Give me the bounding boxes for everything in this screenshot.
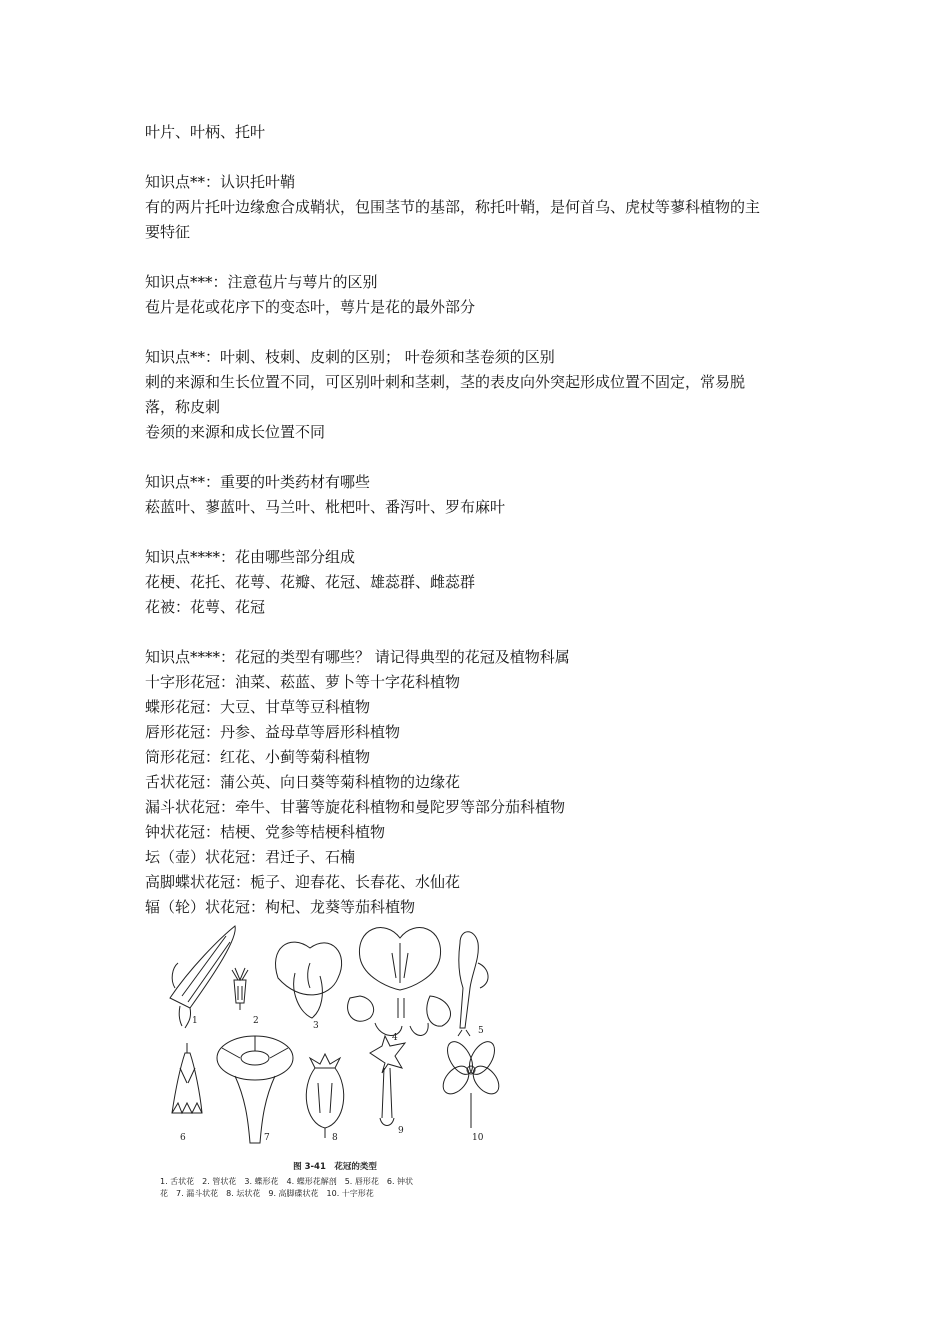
campanulate-flower-drawing xyxy=(172,1043,202,1113)
corolla-illustration xyxy=(160,918,510,1158)
text-line: 叶片、叶柄、托叶 xyxy=(145,123,266,141)
list-item: 漏斗状花冠：牵牛、甘薯等旋花科植物和曼陀罗等部分茄科植物 xyxy=(145,798,566,816)
text-line: 花梗、花托、花萼、花瓣、花冠、雄蕊群、雌蕊群 xyxy=(145,573,476,591)
document-body xyxy=(145,120,825,920)
list-item: 辐（轮）状花冠：枸杞、龙葵等茄科植物 xyxy=(145,898,416,916)
figure-number: 6 xyxy=(180,1133,186,1143)
figure-number: 8 xyxy=(332,1133,338,1143)
urceolate-flower-drawing xyxy=(306,1054,343,1138)
hypocrateriform-flower-drawing xyxy=(370,1036,405,1126)
caption-line: 花 7. 漏斗状花 8. 坛状花 9. 高脚碟状花 10. 十字形花 xyxy=(160,1189,374,1198)
caption-line: 1. 舌状花 2. 管状花 3. 蝶形花 4. 蝶形花解剖 5. 唇形花 6. 钟状 xyxy=(160,1177,414,1186)
section-title: 知识点***：注意苞片与萼片的区别 xyxy=(145,273,378,291)
text-line: 要特征 xyxy=(145,223,191,241)
list-item: 蝶形花冠：大豆、甘草等豆科植物 xyxy=(145,698,371,716)
text-line: 卷须的来源和成长位置不同 xyxy=(145,423,326,441)
papilionaceous-flower-drawing xyxy=(276,942,342,1018)
text-line: 刺的来源和生长位置不同，可区别叶刺和茎刺，茎的表皮向外突起形成位置不固定，常易脱 xyxy=(145,373,746,391)
list-item: 钟状花冠：桔梗、党参等桔梗科植物 xyxy=(145,823,386,841)
section-title: 知识点**：认识托叶鞘 xyxy=(145,173,296,191)
text-line: 有的两片托叶边缘愈合成鞘状，包围茎节的基部，称托叶鞘，是何首乌、虎杖等蓼科植物的主 xyxy=(145,198,761,216)
section-title: 知识点**：叶刺、枝刺、皮刺的区别； 叶卷须和茎卷须的区别 xyxy=(145,348,555,366)
list-item: 唇形花冠：丹参、益母草等唇形科植物 xyxy=(145,723,401,741)
text-line: 菘蓝叶、蓼蓝叶、马兰叶、枇杷叶、番泻叶、罗布麻叶 xyxy=(145,498,506,516)
figure-number: 1 xyxy=(192,1016,198,1026)
dissected-papilionaceous-drawing xyxy=(348,928,451,1036)
section-title: 知识点**：重要的叶类药材有哪些 xyxy=(145,473,371,491)
tubular-flower-drawing xyxy=(232,968,248,1010)
text-line: 苞片是花或花序下的变态叶，萼片是花的最外部分 xyxy=(145,298,476,316)
section-title: 知识点****：花由哪些部分组成 xyxy=(145,548,356,566)
figure-number: 10 xyxy=(472,1133,484,1143)
figure-number: 2 xyxy=(253,1016,259,1026)
labiate-flower-drawing xyxy=(458,932,488,1036)
figure-caption xyxy=(160,1160,510,1200)
text-line: 落，称皮刺 xyxy=(145,398,221,416)
list-item: 十字形花冠：油菜、菘蓝、萝卜等十字花科植物 xyxy=(145,673,461,691)
section-title: 知识点****：花冠的类型有哪些？ 请记得典型的花冠及植物科属 xyxy=(145,648,570,666)
figure-number: 9 xyxy=(398,1126,404,1136)
list-item: 坛（壶）状花冠：君迁子、石楠 xyxy=(145,848,356,866)
list-item: 高脚蝶状花冠：栀子、迎春花、长春花、水仙花 xyxy=(145,873,461,891)
cruciform-flower-drawing xyxy=(438,1037,504,1128)
text-line: 花被：花萼、花冠 xyxy=(145,598,266,616)
list-item: 舌状花冠：蒲公英、向日葵等菊科植物的边缘花 xyxy=(145,773,461,791)
funnelform-flower-drawing xyxy=(217,1036,293,1143)
figure-number: 4 xyxy=(392,1033,398,1043)
figure-number: 5 xyxy=(478,1026,484,1036)
caption-title: 图 3-41 花冠的类型 xyxy=(293,1162,377,1172)
figure-number: 3 xyxy=(313,1021,319,1031)
list-item: 筒形花冠：红花、小蓟等菊科植物 xyxy=(145,748,371,766)
figure-number: 7 xyxy=(264,1133,270,1143)
ligulate-flower-drawing xyxy=(170,926,235,1028)
